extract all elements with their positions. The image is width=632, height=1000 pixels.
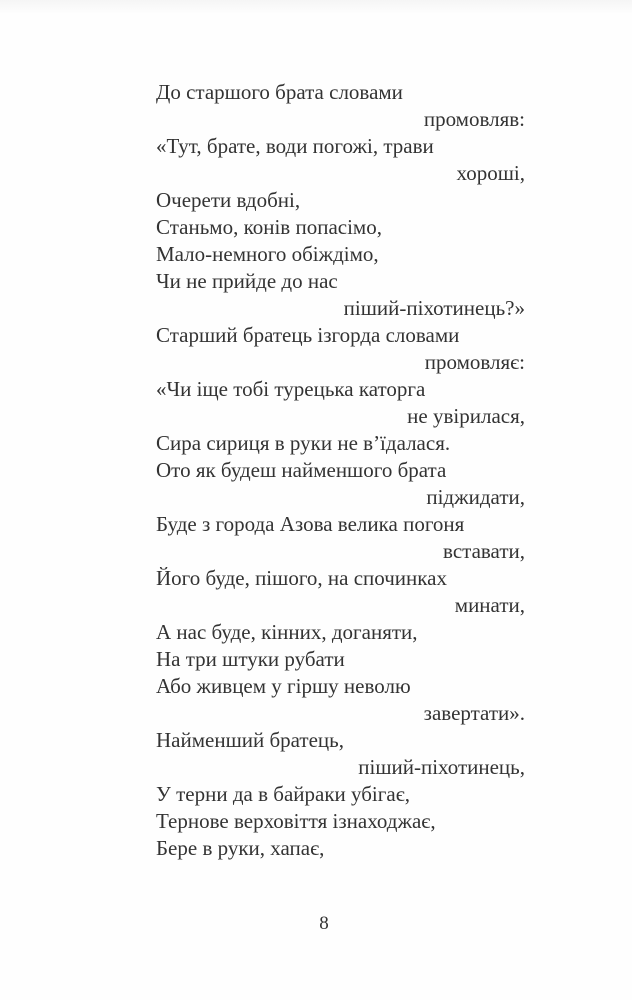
poem-line: Старший братець ізгорда словами — [156, 323, 460, 347]
poem-line: Ото як будеш найменшого брата — [156, 458, 447, 482]
poem-line: Буде з города Азова велика погоня — [156, 512, 465, 536]
poem-line: промовляв: — [423, 107, 525, 131]
poem-line: Найменший братець, — [156, 728, 344, 752]
poem-line: не увірилася, — [407, 404, 525, 428]
poem-line: Сира сириця в руки не в’їдалася. — [156, 431, 451, 455]
poem-text-block — [156, 79, 525, 862]
poem-line: Його буде, пішого, на спочинках — [156, 566, 447, 590]
poem-line: промовляє: — [424, 350, 525, 374]
poem-line: Тернове верховіття ізнаходжає, — [156, 809, 436, 833]
poem-line: На три штуки рубати — [156, 647, 345, 671]
poem-line: Мало-немного обіждімо, — [156, 242, 379, 266]
poem-line: «Чи іще тобі турецька каторга — [156, 377, 426, 401]
poem-line: У терни да в байраки убігає, — [156, 782, 410, 806]
poem-line: минати, — [454, 593, 525, 617]
poem-line: піший-піхотинець, — [358, 755, 525, 779]
poem-line: піший-піхотинець?» — [343, 296, 525, 320]
poem-line: завертати». — [423, 701, 525, 725]
poem-line: Очерети вдобні, — [156, 188, 301, 212]
poem-line: Чи не прийде до нас — [156, 269, 338, 293]
poem-line: «Тут, брате, води погожі, трави — [156, 134, 434, 158]
poem-line: вставати, — [443, 539, 525, 563]
poem-line: Або живцем у гіршу неволю — [156, 674, 411, 698]
poem-line: Станьмо, конів попасімо, — [156, 215, 382, 239]
poem-line: піджидати, — [426, 485, 525, 509]
poem-line: А нас буде, кінних, доганяти, — [156, 620, 418, 644]
poem-line: Бере в руки, хапає, — [156, 836, 325, 860]
page-number: 8 — [319, 913, 329, 934]
poem-line: До старшого брата словами — [156, 80, 403, 104]
poem-line: хороші, — [456, 161, 525, 185]
